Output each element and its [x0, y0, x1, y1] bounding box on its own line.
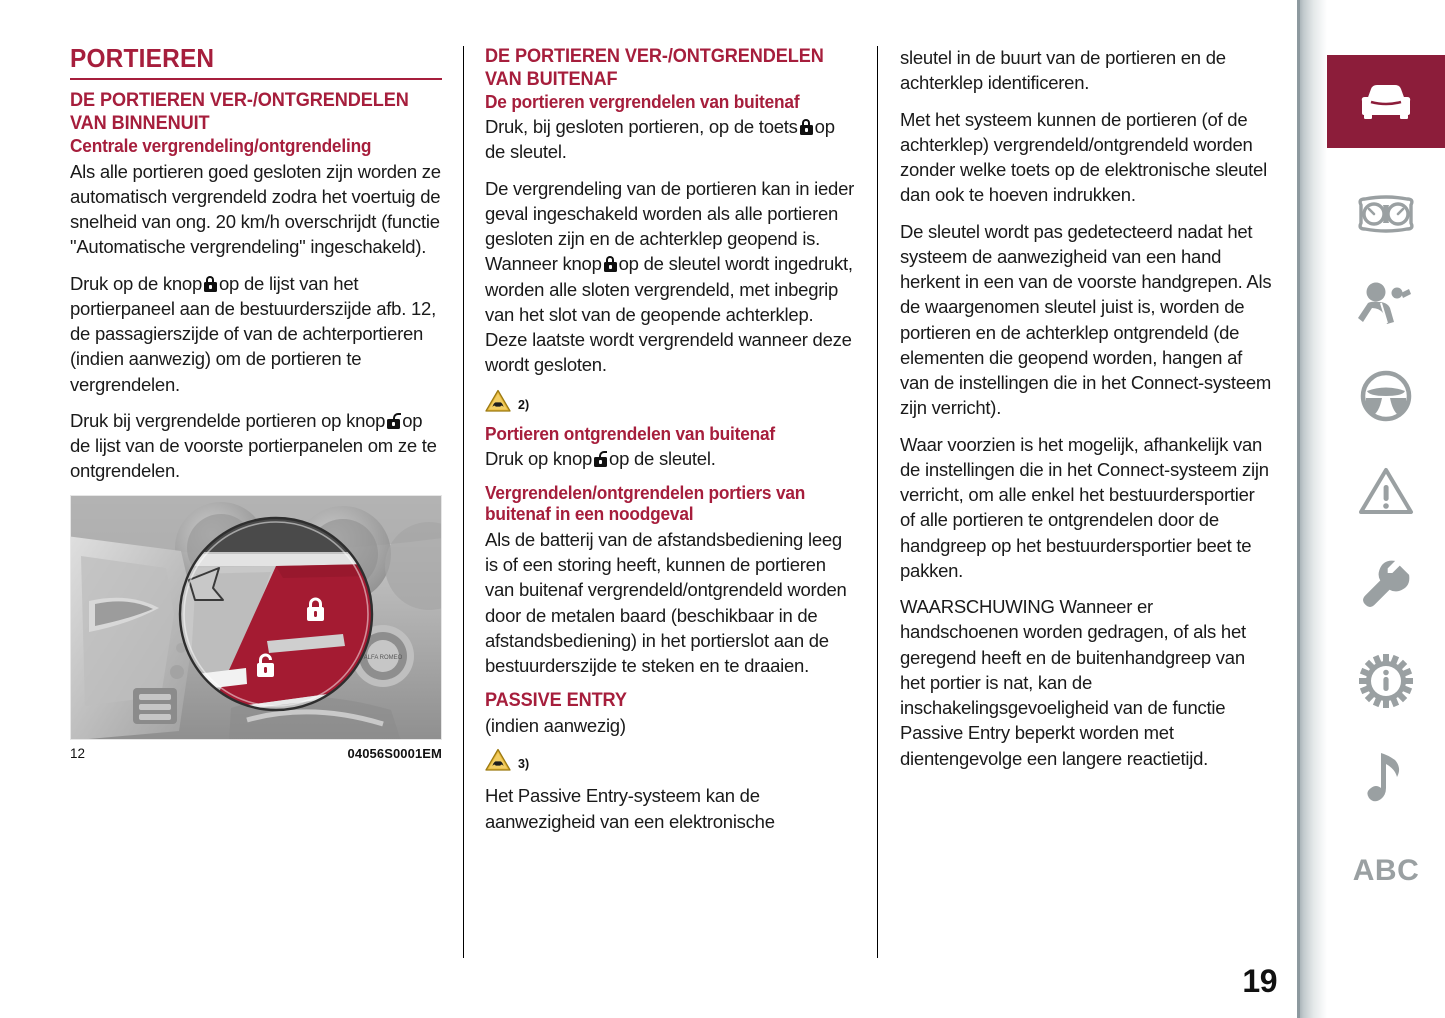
sidebar-item-info[interactable] — [1327, 645, 1445, 717]
warning-note-3-sup: 3) — [518, 757, 530, 772]
paragraph-lock-button-post: op de lijst van het portierpaneel aan de bestuurderszijde afb. 12, de passagierszijde of van de achterportieren (indien aanwezig) om de portieren te vergrendelen. — [70, 272, 436, 395]
page-title: PORTIEREN — [70, 43, 215, 73]
paragraph-lock-button-pre: Druk op de knop — [70, 272, 203, 294]
sidebar-item-car-front[interactable] — [1327, 55, 1445, 148]
gear-info-icon — [1359, 654, 1413, 708]
paragraph-connect-settings: Waar voorzien is het mogelijk, afhankelijk van de instellingen die in het Connect-systeem zijn verricht, om alle enkel het bestuurdersportier of alle portieren te ontgrendelen door de handgreep op het bestuurdersportier beet te pakken. — [900, 433, 1269, 581]
paragraph-key-unlock-pre: Druk op knop — [485, 448, 593, 470]
instrument-cluster-icon — [1355, 193, 1417, 235]
sidebar-item-service[interactable] — [1327, 550, 1445, 622]
abc-icon: ABC — [1352, 854, 1420, 887]
paragraph-unlock-button — [70, 408, 442, 484]
column-2 — [485, 45, 857, 845]
paragraph-warning-gloves: WAARSCHUWING Wanneer er handschoenen worden gedragen, of als het geregend heeft en de buitenhandgreep van het portier is nat, kan de inschakelingsgevoeligheid van de functie Passive Entry beperkt worden met dientengevolge een langere reactietijd. — [900, 596, 1246, 769]
figure-illustration — [71, 496, 442, 740]
airbag-safety-icon — [1357, 281, 1415, 327]
figure-image-dashboard — [70, 495, 442, 740]
steering-wheel-icon — [1359, 369, 1413, 423]
paragraph-emergency: Als de batterij van de afstandsbediening leeg is of een storing heeft, kunnen de portieren van buitenaf vergrendeld/ontgrendeld worden door de metalen baard (beschikbaar in de afstandsbediening) in het portierslot aan de bestuurderszijde te steken en te draaien. — [485, 528, 847, 676]
paragraph-unlock-button-pre: Druk bij vergrendelde portieren op knop — [70, 409, 386, 431]
warning-triangle-car-icon — [485, 389, 511, 413]
sidebar-item-airbag-safety[interactable] — [1327, 268, 1445, 340]
music-note-icon — [1364, 751, 1408, 805]
column-1 — [70, 45, 442, 761]
page-number: 19 — [1242, 963, 1277, 999]
title-rule — [70, 78, 442, 80]
subheading-noodgeval: Vergrendelen/ontgrendelen portiers van buitenaf in een noodgeval — [485, 482, 806, 525]
subheading-ontgrendelen-buitenaf: Portieren ontgrendelen van buitenaf — [485, 423, 775, 444]
figure-code: 04056S0001EM — [347, 745, 442, 761]
paragraph-system-capability: Met het systeem kunnen de portieren (of de achterklep) vergrendeld/ontgrendeld worden zonder welke toets op de elektronische sleutel dan ook te hoeven indrukken. — [900, 108, 1267, 206]
paragraph-key-detection: sleutel in de buurt van de portieren en de achterklep identificeren. — [900, 47, 1226, 94]
column-divider-1 — [463, 46, 464, 958]
sidebar-item-multimedia[interactable] — [1327, 742, 1445, 814]
wrench-icon — [1359, 559, 1413, 613]
warning-note-3 — [485, 748, 857, 772]
lock-closed-icon — [800, 119, 813, 135]
column-divider-2 — [877, 46, 878, 958]
paragraph-lock-behaviour-pre: De vergrendeling van de portieren kan in ieder geval ingeschakeld worden als alle portieren gesloten zijn en de achterklep geopend is. Wanneer knop — [485, 177, 855, 275]
figure-number: 12 — [70, 745, 86, 761]
warning-triangle-car-icon — [485, 748, 511, 772]
subheading-vergrendelen-buitenaf: De portieren vergrendelen van buitenaf — [485, 91, 800, 112]
sidebar-item-instrument-cluster[interactable] — [1327, 178, 1445, 250]
sidebar-item-index[interactable] — [1327, 835, 1445, 907]
warning-note-2 — [485, 389, 857, 413]
lock-closed-icon — [204, 276, 217, 292]
subheading-centrale-vergrendeling: Centrale vergrendeling/ontgrendeling — [70, 135, 372, 156]
paragraph-lock-button — [70, 271, 442, 397]
chapter-sidebar — [1297, 0, 1445, 1018]
warning-note-2-sup: 2) — [518, 397, 530, 412]
paragraph-lock-behaviour-post: op de sleutel wordt ingedrukt, worden alle sloten vergrendeld, met inbegrip van het slot van de geopende achterklep. Deze laatste wordt vergrendeld wanneer deze wordt gesloten. — [485, 253, 853, 376]
section-heading-buitenaf: DE PORTIEREN VER-/ONTGRENDELEN VAN BUITENAF — [485, 45, 824, 90]
paragraph-unlock-button-post: op de lijst van de voorste portierpanelen om ze te ontgrendelen. — [70, 409, 437, 482]
paragraph-hand-detection: De sleutel wordt pas gedetecteerd nadat het systeem de aanwezigheid van een hand herkent in een van de voorste handgrepen. Als de waargenomen sleutel juist is, worden de portieren en de achterklep ontgrendeld (de elementen die geopend worden, hangen af van de instellingen die in het Connect-systeem zijn verricht). — [900, 220, 1272, 419]
paragraph-key-unlock — [485, 446, 857, 471]
paragraph-key-unlock-post: op de sleutel. — [609, 448, 716, 470]
section-heading-binnenuit: DE PORTIEREN VER-/ONTGRENDELEN VAN BINNENUIT — [70, 89, 409, 135]
figure-caption — [70, 746, 442, 761]
sidebar-edge-gradient — [1297, 0, 1327, 1018]
warning-triangle-icon — [1358, 466, 1414, 516]
paragraph-indien-aanwezig: (indien aanwezig) — [485, 715, 626, 737]
sidebar-item-warning[interactable] — [1327, 455, 1445, 527]
paragraph-auto-lock: Als alle portieren goed gesloten zijn worden ze automatisch vergrendeld zodra het voertuig de snelheid van ong. 20 km/h overschrijdt (functie "Automatische vergrendeling" ingeschakeld). — [70, 160, 441, 258]
paragraph-key-lock — [485, 114, 857, 165]
lock-open-icon — [387, 413, 400, 429]
paragraph-key-lock-pre: Druk, bij gesloten portieren, op de toets — [485, 116, 798, 138]
lock-closed-icon — [604, 256, 617, 272]
paragraph-lock-behaviour — [485, 176, 857, 378]
section-heading-passive-entry: PASSIVE ENTRY — [485, 689, 627, 712]
figure-12 — [70, 495, 442, 761]
car-front-icon — [1355, 82, 1417, 122]
paragraph-key-lock-post: op de sleutel. — [485, 116, 835, 163]
lock-open-icon — [594, 451, 607, 467]
sidebar-item-steering-wheel[interactable] — [1327, 360, 1445, 432]
svg-text:ALFA ROMEO: ALFA ROMEO — [363, 654, 403, 661]
column-3 — [900, 45, 1272, 782]
paragraph-passive-entry-intro: Het Passive Entry-systeem kan de aanwezigheid van een elektronische — [485, 785, 775, 832]
